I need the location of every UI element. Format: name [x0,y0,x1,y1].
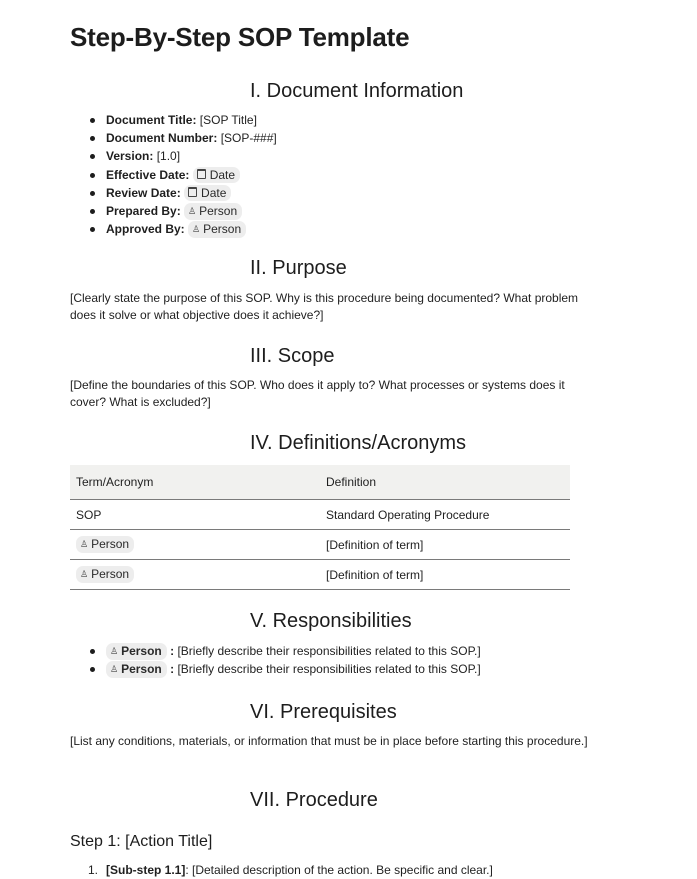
list-item: Effective Date: Date [70,166,277,184]
column-header-term: Term/Acronym [70,465,320,500]
column-header-definition: Definition [320,465,570,500]
term-cell [70,560,320,590]
list-item: ♙ Person : [Briefly describe their responsibilities related to this SOP.] [70,642,481,660]
person-icon: ♙ [192,224,201,235]
section-heading-procedure: VII. Procedure [250,789,378,811]
list-item: 1. [Sub-step 1.1]: [Detailed description of the action. Be specific and clear.] [88,863,493,877]
person-chip[interactable]: ♙ Person [76,536,134,553]
calendar-icon [197,169,206,179]
list-item: Approved By: ♙ Person [70,220,277,238]
calendar-icon [188,187,197,197]
section-heading-document-information: I. Document Information [250,80,464,102]
document-info-list [70,111,277,238]
section-heading-purpose: II. Purpose [250,257,347,279]
purpose-text: [Clearly state the purpose of this SOP. Why is this procedure being documented? What problem does it solve or what objective does it achieve?] [70,291,579,322]
term-cell: SOP [70,500,320,530]
person-chip[interactable]: ♙ Person [106,643,167,660]
step-title: Step 1: [Action Title] [70,833,213,850]
person-chip[interactable]: ♙ Person [188,221,246,238]
list-item: Document Number: [SOP-###] [70,129,277,147]
term-cell [70,530,320,560]
definitions-table [70,465,570,590]
section-heading-definitions: IV. Definitions/Acronyms [250,432,467,454]
page-title: Step-By-Step SOP Template [70,22,410,52]
person-icon: ♙ [110,646,119,656]
person-icon: ♙ [188,205,197,216]
scope-text: [Define the boundaries of this SOP. Who does it apply to? What processes or systems does it cover? What is excluded?] [70,378,565,409]
date-chip[interactable]: Date [184,185,231,201]
definition-cell: [Definition of term] [320,560,570,590]
prerequisites-text: [List any conditions, materials, or information that must be in place before starting this procedure.] [70,734,588,748]
definition-cell: Standard Operating Procedure [320,500,570,530]
person-icon: ♙ [110,664,119,675]
person-chip[interactable]: ♙ Person [106,661,167,678]
person-chip[interactable]: ♙ Person [184,203,242,220]
table-row [70,500,570,530]
person-icon: ♙ [80,539,89,549]
procedure-substeps [70,861,493,879]
section-heading-responsibilities: V. Responsibilities [250,610,412,632]
section-heading-scope: III. Scope [250,345,335,367]
list-item: ♙ Person : [Briefly describe their responsibilities related to this SOP.] [70,660,481,678]
list-item: Version: [1.0] [70,147,277,165]
list-item: Review Date: Date [70,184,277,202]
table-row [70,530,570,560]
date-chip[interactable]: Date [193,167,240,183]
definition-cell: [Definition of term] [320,530,570,560]
list-item: Prepared By: ♙ Person [70,202,277,220]
section-heading-prerequisites: VI. Prerequisites [250,701,397,723]
list-item: Document Title: [SOP Title] [70,111,277,129]
table-row [70,560,570,590]
person-chip[interactable]: ♙ Person [76,566,134,583]
table-header-row [70,465,570,500]
person-icon: ♙ [80,569,89,579]
responsibilities-list [70,642,481,678]
